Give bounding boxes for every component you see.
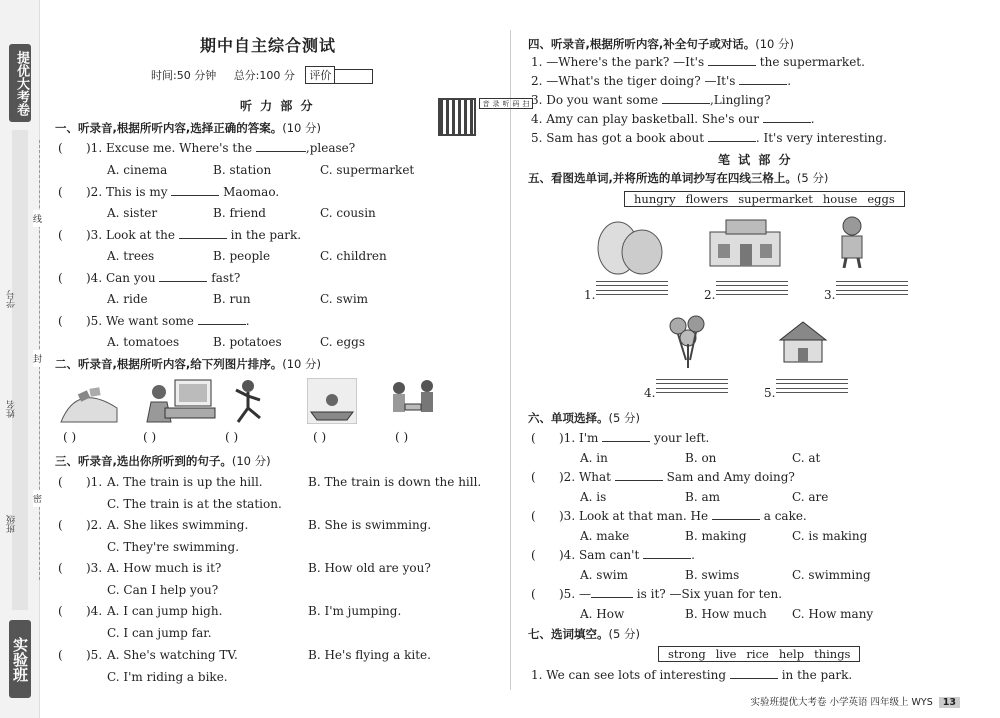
option-b[interactable]: B. on xyxy=(685,451,717,465)
word-strong: strong xyxy=(668,647,706,661)
answer-paren[interactable]: ( xyxy=(58,185,63,199)
option-a[interactable]: A. sister xyxy=(107,206,158,220)
sec5-num-1: 1. xyxy=(584,288,596,302)
question-text: )5. We want some . xyxy=(86,314,250,328)
word-supermarket: supermarket xyxy=(738,192,813,206)
page-footer xyxy=(750,694,960,708)
column-divider xyxy=(510,30,511,690)
time-limit: 时间:50 分钟 xyxy=(151,69,217,82)
bind-char-mi: 密 xyxy=(33,490,42,507)
section-4-title: 四、听录音,根据所听内容,补全句子或对话。(10 分) xyxy=(528,37,795,51)
eval-box xyxy=(305,66,335,84)
answer-blank[interactable] xyxy=(708,65,756,66)
word-eggs: eggs xyxy=(867,192,895,206)
qr-code-icon[interactable] xyxy=(438,98,476,136)
brand-logo-top: 提优大考卷 xyxy=(9,44,31,122)
option-b[interactable]: B. How old are you? xyxy=(308,561,431,575)
bind-char-feng: 封 xyxy=(33,350,42,367)
total-score: 总分:100 分 xyxy=(233,69,295,82)
order-paren-2[interactable]: ( ) xyxy=(143,430,157,444)
eval-label: 评价 xyxy=(309,69,332,82)
option-c[interactable]: C. at xyxy=(792,451,821,465)
section-2-title: 二、听录音,根据所听内容,给下列图片排序。(10 分) xyxy=(55,357,322,371)
answer-paren[interactable]: ( xyxy=(58,518,63,532)
qr-label: 扫码听录音 xyxy=(479,98,533,109)
option-a[interactable]: A. ride xyxy=(107,292,148,306)
answer-paren[interactable]: ( xyxy=(58,604,63,618)
option-b[interactable]: B. run xyxy=(213,292,251,306)
section-7-title: 七、选词填空。(5 分) xyxy=(528,627,640,641)
order-paren-3[interactable]: ( ) xyxy=(225,430,239,444)
answer-paren[interactable]: ( xyxy=(531,587,536,601)
sec5-num-5: 5. xyxy=(764,386,776,400)
listening-heading: 听 力 部 分 xyxy=(240,99,315,113)
answer-paren[interactable]: ( xyxy=(531,548,536,562)
eval-score-box[interactable] xyxy=(335,69,373,84)
question-number: )5. xyxy=(86,648,103,662)
four-line-grid-2[interactable] xyxy=(716,281,788,295)
option-c[interactable]: C. swimming xyxy=(792,568,871,582)
option-b[interactable]: B. He's flying a kite. xyxy=(308,648,431,662)
question-text: )4. Sam can't . xyxy=(559,548,695,562)
option-c[interactable]: C. are xyxy=(792,490,829,504)
footer-text: 实验班提优大考卷 小学英语 四年级上 WYS xyxy=(750,697,933,708)
option-a[interactable]: A. make xyxy=(580,529,630,543)
train-hill-image xyxy=(59,378,119,424)
question-text: )3. Look at that man. He a cake. xyxy=(559,509,807,523)
word-help: help xyxy=(778,647,805,661)
class-label: 班级 xyxy=(7,515,17,533)
answer-paren[interactable]: ( xyxy=(531,509,536,523)
binding-bar xyxy=(12,130,28,610)
word-live: live xyxy=(715,647,737,661)
question-number: )1. xyxy=(86,475,103,489)
option-b[interactable]: B. friend xyxy=(213,206,266,220)
flowers-image xyxy=(666,314,710,370)
s4-q4: 4. Amy can play basketball. She's our . xyxy=(531,112,815,126)
page-number: 13 xyxy=(939,697,960,708)
option-a[interactable]: A. The train is up the hill. xyxy=(107,475,263,489)
option-a[interactable]: A. How much is it? xyxy=(107,561,222,575)
answer-blank[interactable] xyxy=(763,122,811,123)
s4-q2: 2. —What's the tiger doing? —It's . xyxy=(531,74,792,88)
question-number: )2. xyxy=(86,518,103,532)
option-b[interactable]: B. making xyxy=(685,529,747,543)
sec5-word-box xyxy=(624,191,905,207)
option-c[interactable]: C. supermarket xyxy=(320,163,415,177)
option-a[interactable]: A. She's watching TV. xyxy=(107,648,238,662)
answer-paren[interactable]: ( xyxy=(58,314,63,328)
answer-paren[interactable]: ( xyxy=(531,431,536,445)
written-heading: 笔 试 部 分 xyxy=(718,153,793,167)
four-line-grid-3[interactable] xyxy=(836,281,908,295)
sec7-word-box xyxy=(658,646,860,662)
s4-q1: 1. —Where's the park? —It's the supermarket. xyxy=(531,55,865,69)
option-c[interactable]: C. They're swimming. xyxy=(107,540,240,554)
section-1-title: 一、听录音,根据所听内容,选择正确的答案。(10 分) xyxy=(55,121,322,135)
student-number-label: 学号 xyxy=(7,290,17,308)
order-paren-1[interactable]: ( ) xyxy=(63,430,77,444)
question-text: )1. Excuse me. Where's the ,please? xyxy=(86,141,356,155)
option-b[interactable]: B. am xyxy=(685,490,720,504)
four-line-grid-4[interactable] xyxy=(656,379,728,393)
word-rice: rice xyxy=(746,647,769,661)
option-a[interactable]: A. I can jump high. xyxy=(107,604,223,618)
sec5-num-2: 2. xyxy=(704,288,716,302)
four-line-grid-5[interactable] xyxy=(776,379,848,393)
question-number: )3. xyxy=(86,561,103,575)
answer-paren[interactable]: ( xyxy=(58,561,63,575)
section-3-title: 三、听录音,选出你所听到的句子。(10 分) xyxy=(55,454,271,468)
exam-meta xyxy=(151,66,373,84)
answer-paren[interactable]: ( xyxy=(58,141,63,155)
answer-paren[interactable]: ( xyxy=(531,470,536,484)
bind-char-xian: 线 xyxy=(33,210,42,227)
eggs-image xyxy=(590,218,670,276)
option-c[interactable]: C. swim xyxy=(320,292,369,306)
house-image xyxy=(776,318,830,364)
s4-q3: 3. Do you want some ,Lingling? xyxy=(531,93,771,107)
option-a[interactable]: A. in xyxy=(580,451,608,465)
word-things: things xyxy=(814,647,851,661)
order-paren-4[interactable]: ( ) xyxy=(313,430,327,444)
hungry-boy-image xyxy=(832,214,872,268)
option-a[interactable]: A. cinema xyxy=(107,163,168,177)
option-c[interactable]: C. I can jump far. xyxy=(107,626,212,640)
question-text: )4. Can you fast? xyxy=(86,271,241,285)
option-c[interactable]: C. Can I help you? xyxy=(107,583,219,597)
question-number: )4. xyxy=(86,604,103,618)
option-b[interactable]: B. station xyxy=(213,163,272,177)
option-a[interactable]: A. swim xyxy=(580,568,628,582)
four-line-grid-1[interactable] xyxy=(596,281,668,295)
option-c[interactable]: C. is making xyxy=(792,529,868,543)
word-flowers: flowers xyxy=(685,192,729,206)
option-b[interactable]: B. potatoes xyxy=(213,335,282,349)
answer-paren[interactable]: ( xyxy=(58,228,63,242)
question-text: )2. This is my Maomao. xyxy=(86,185,280,199)
option-a[interactable]: A. tomatoes xyxy=(107,335,180,349)
section-6-title: 六、单项选择。(5 分) xyxy=(528,411,640,425)
option-b[interactable]: B. swims xyxy=(685,568,740,582)
answer-paren[interactable]: ( xyxy=(58,648,63,662)
page-title: 期中自主综合测试 xyxy=(200,36,337,55)
sec5-num-3: 3. xyxy=(824,288,836,302)
option-c[interactable]: C. I'm riding a bike. xyxy=(107,670,228,684)
section-5-title: 五、看图选单词,并将所选的单词抄写在四线三格上。(5 分) xyxy=(528,171,829,185)
word-house: house xyxy=(822,192,858,206)
option-c[interactable]: C. eggs xyxy=(320,335,366,349)
option-c[interactable]: C. How many xyxy=(792,607,874,621)
option-b[interactable]: B. I'm jumping. xyxy=(308,604,402,618)
supermarket-image xyxy=(704,218,786,268)
option-b[interactable]: B. people xyxy=(213,249,271,263)
chess-kids-image xyxy=(387,378,439,424)
question-text: )2. What Sam and Amy doing? xyxy=(559,470,795,484)
answer-blank[interactable] xyxy=(730,678,778,679)
boat-image xyxy=(307,378,357,424)
option-a[interactable]: A. trees xyxy=(107,249,155,263)
option-a[interactable]: A. is xyxy=(580,490,607,504)
s7-q1: 1. We can see lots of interesting in the park. xyxy=(531,668,853,682)
order-paren-5[interactable]: ( ) xyxy=(395,430,409,444)
option-c[interactable]: C. The train is at the station. xyxy=(107,497,282,511)
word-hungry: hungry xyxy=(634,192,676,206)
answer-paren[interactable]: ( xyxy=(58,271,63,285)
student-name-label: 姓名 xyxy=(7,400,17,418)
question-text: )3. Look at the in the park. xyxy=(86,228,302,242)
option-b[interactable]: B. The train is down the hill. xyxy=(308,475,482,489)
answer-blank[interactable] xyxy=(662,103,710,104)
tv-image xyxy=(161,378,217,422)
s4-q5: 5. Sam has got a book about . It's very interesting. xyxy=(531,131,887,145)
question-text: )1. I'm your left. xyxy=(559,431,710,445)
answer-blank[interactable] xyxy=(739,84,787,85)
option-c[interactable]: C. cousin xyxy=(320,206,376,220)
answer-paren[interactable]: ( xyxy=(58,475,63,489)
sec5-num-4: 4. xyxy=(644,386,656,400)
option-c[interactable]: C. children xyxy=(320,249,387,263)
question-text: )5. — is it? —Six yuan for ten. xyxy=(559,587,783,601)
option-b[interactable]: B. She is swimming. xyxy=(308,518,432,532)
option-a[interactable]: A. She likes swimming. xyxy=(107,518,249,532)
brand-logo-bottom: 实验班 xyxy=(9,620,31,698)
boy-jumping-image xyxy=(230,378,266,424)
answer-blank[interactable] xyxy=(708,141,756,142)
option-a[interactable]: A. How xyxy=(580,607,625,621)
option-b[interactable]: B. How much xyxy=(685,607,767,621)
